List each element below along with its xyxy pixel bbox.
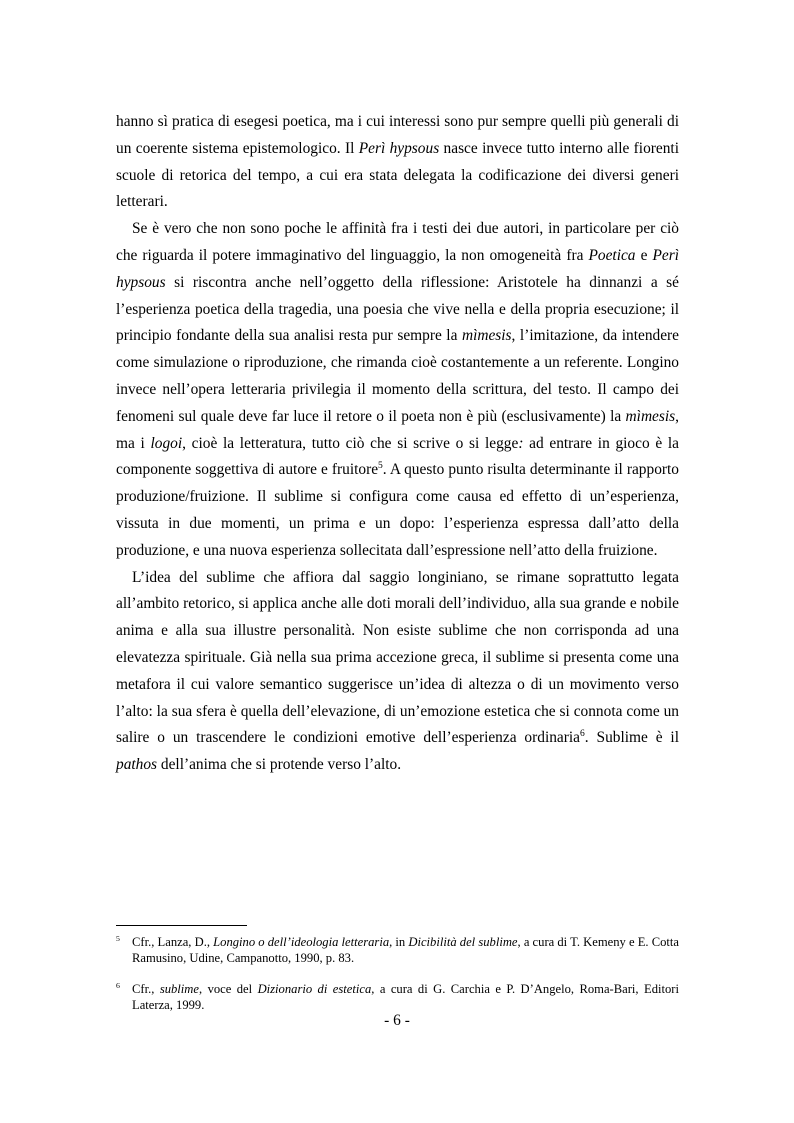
paragraph-3 xyxy=(116,565,679,779)
italic-text: Dicibilità del sublime xyxy=(408,935,518,949)
text-run: , l’imitazione, da intendere come simulazione o riproduzione, che rimanda cioè costantemente a un referente. Longino invece nell’opera letteraria privilegia il momento della scrittura, del testo. Il campo dei fenomeni sul quale deve far luce il retore o il poeta non è più (esclusivamente) la xyxy=(116,327,679,425)
italic-text: : xyxy=(518,434,524,452)
italic-text: Dizionario di estetica xyxy=(257,981,372,996)
footnote-text xyxy=(132,935,679,965)
text-run: Cfr., xyxy=(132,981,160,996)
footnote-text xyxy=(132,982,679,1012)
text-run: si riscontra anche nell’oggetto della riflessione: Aristotele ha dinnanzi a sé l’esperienza poetica della tragedia, una poesia che vive nella e della propria esecuzione; il principio fondante della sua analisi resta pur sempre la xyxy=(116,273,679,345)
text-run: , in xyxy=(389,935,409,949)
italic-text: sublime xyxy=(159,981,199,996)
italic-text: Perì hypsous xyxy=(358,139,440,157)
paragraph-1 xyxy=(116,109,679,216)
text-run: hanno sì pratica di esegesi poetica, ma i cui interessi sono pur sempre quelli più generali di un coerente sistema epistemologico. Il xyxy=(116,113,679,157)
footnote-6 xyxy=(116,981,679,1014)
text-run: Se è vero che non sono poche le affinità fra i testi dei due autori, in particolare per ciò che riguarda il potere immaginativo del linguaggio, la non omogeneità fra xyxy=(116,220,679,264)
text-run: , voce del xyxy=(199,981,258,996)
text-run: . Sublime è il xyxy=(584,729,679,747)
footnote-5 xyxy=(116,934,679,967)
italic-text: pathos xyxy=(116,756,158,774)
footnote-number: 6 xyxy=(116,980,120,990)
text-run: , a cura di T. Kemeny e E. Cotta Ramusino, Udine, Campanotto, 1990, p. 83. xyxy=(132,935,679,966)
text-run: , a cura di G. Carchia e P. D’Angelo, Roma-Bari, Editori Laterza, 1999. xyxy=(132,981,679,1013)
italic-text: logoi xyxy=(150,434,183,452)
footnote-number: 5 xyxy=(116,933,120,943)
text-run: , ma i xyxy=(116,407,679,452)
paragraph-2 xyxy=(116,216,679,564)
text-run: Cfr., Lanza, D., xyxy=(132,935,214,949)
footnote-separator xyxy=(116,925,247,926)
page-number: - 6 - xyxy=(384,1012,410,1029)
italic-text: mìmesis xyxy=(625,407,676,425)
text-run: e xyxy=(635,246,653,264)
italic-text: Perì hypsous xyxy=(116,246,679,291)
italic-text: Poetica xyxy=(588,246,636,264)
text-run: L’idea del sublime che affiora dal saggio longiniano, se rimane soprattutto legata all’ambito retorico, si applica anche alle doti morali dell’individuo, alla sua grande e nobile anima e alla sua illustre personalità. Non esiste sublime che non corrisponda ad una elevatezza spirituale. Già nella sua prima accezione greca, il sublime si presenta come una metafora il cui valore semantico suggerisce un’idea di altezza o di un movimento verso l’alto: la sua sfera è quella dell’elevazione, di un’emozione estetica che si connota come un salire o un trascendere le condizioni emotive dell’esperienza ordinaria xyxy=(116,568,679,747)
italic-text: Longino o dell’ideologia letteraria xyxy=(213,935,390,949)
italic-text: mìmesis xyxy=(461,327,512,345)
text-run: . A questo punto risulta determinante il rapporto produzione/fruizione. Il sublime si configura come causa ed effetto di un’esperienza, vissuta in due momenti, un prima e un dopo: l’esperienza espressa dall’atto della produzione, e una nuova esperienza sollecitata dall’espressione nell’atto della fruizione. xyxy=(116,461,679,559)
text-run: ad entrare in gioco è la componente soggettiva di autore e fruitore xyxy=(116,434,679,479)
footnote-reference: 6 xyxy=(580,728,585,740)
text-run: nasce invece tutto interno alle fiorenti scuole di retorica del tempo, a cui era stata delegata la codificazione dei diversi generi letterari. xyxy=(116,139,679,211)
text-run: dell’anima che si protende verso l’alto. xyxy=(157,756,402,774)
footnote-reference: 5 xyxy=(378,460,383,472)
text-run: , cioè la letteratura, tutto ciò che si scrive o si legge xyxy=(182,434,519,452)
body-text xyxy=(116,109,679,779)
